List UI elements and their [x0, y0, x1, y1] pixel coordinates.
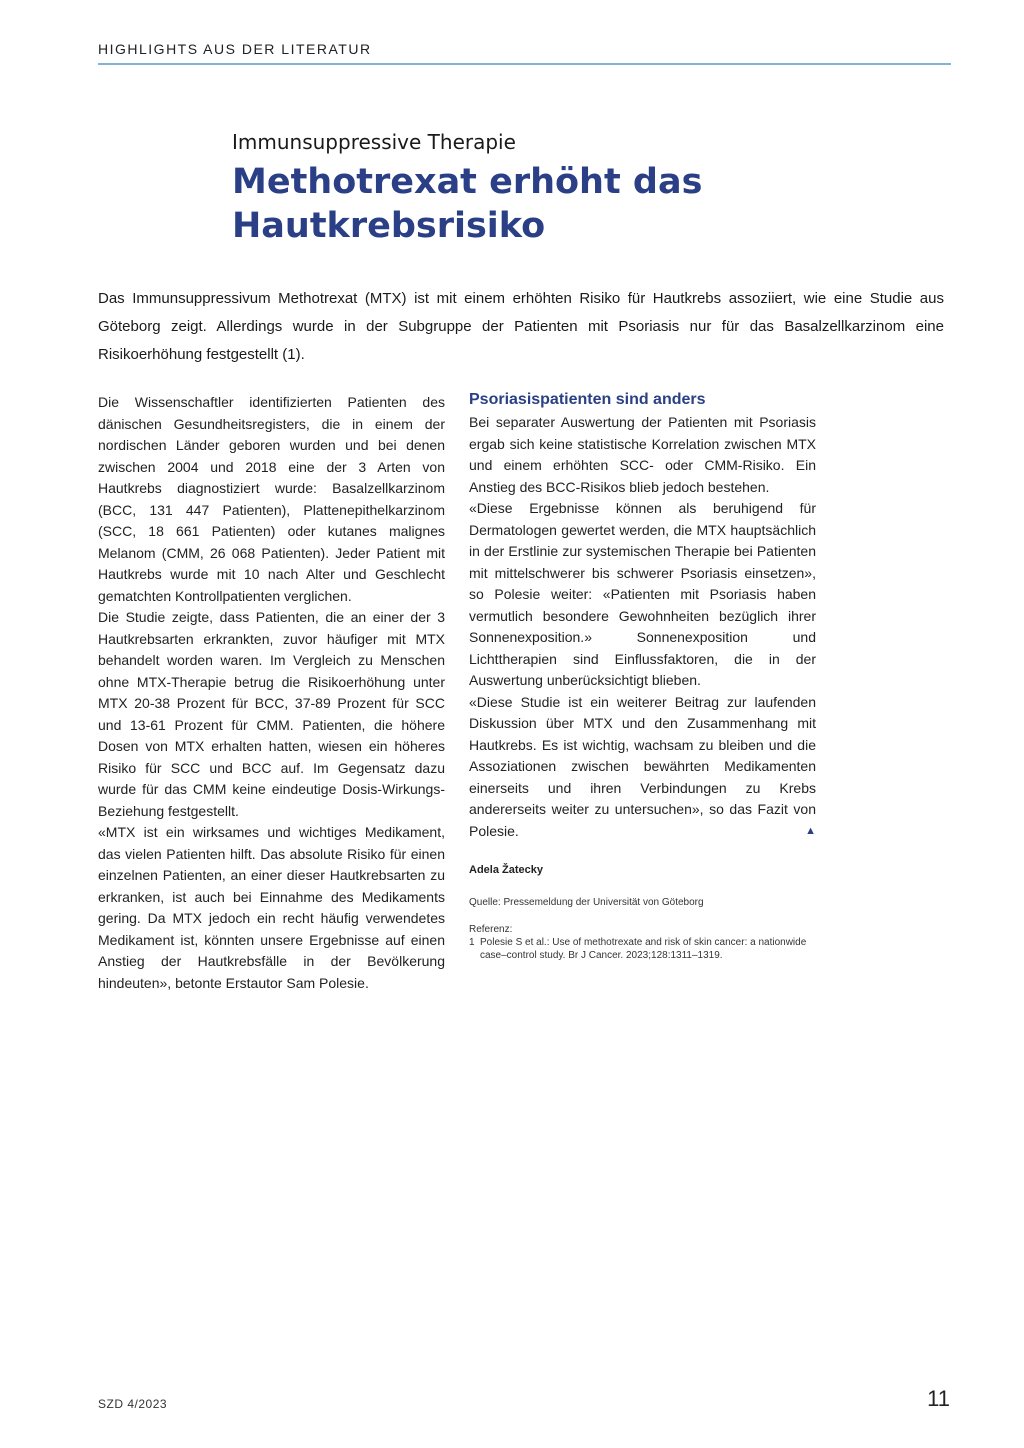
paragraph: Die Studie zeigte, dass Patienten, die an einer der 3 Hautkrebsarten erkrankten, zuvor häufiger mit MTX behandelt worden waren. Im Vergleich zu Menschen ohne MTX-Therapie betrug die Risikoerhöhung unter MTX 20-38 Prozent für BCC, 37-89 Prozent für SCC und 13-61 Prozent für CMM. Patienten, die höhere Dosen von MTX erhalten hatten, wiesen ein höheres Risiko für SCC und BCC auf. Im Gegensatz dazu wurde für das CMM keine eindeutige Dosis-Wirkungs-Beziehung festgestellt. — [98, 609, 445, 819]
issue-label: SZD 4/2023 — [98, 1397, 168, 1411]
section-label: HIGHLIGHTS AUS DER LITERATUR — [98, 41, 372, 57]
header-divider — [98, 63, 951, 65]
page-number: 11 — [927, 1386, 950, 1411]
paragraph: Bei separater Auswertung der Patienten mit Psoriasis ergab sich keine statistische Korrelation zwischen MTX und einem erhöhten SCC- oder CMM-Risiko. Ein Anstieg des BCC-Risikos blieb jedoch bestehen. — [469, 414, 816, 495]
section-subhead: Psoriasispatienten sind anders — [469, 391, 706, 408]
paragraph: Die Wissenschaftler identifizierten Patienten des dänischen Gesundheitsregisters, die in einem der nordischen Länder geboren wurden und bei denen zwischen 2004 und 2018 eine der 3 Arten von Hautkrebs diagnostiziert wurde: Basalzellkarzinom (BCC, 131 447 Patienten), Plattenepithelkarzinom (SCC, 18 661 Patienten) oder kutanes malignes Melanom (CMM, 26 068 Patienten). Jeder Patient mit Hautkrebs wurde mit 10 nach Alter und Geschlecht gematchten Kontrollpatienten verglichen. — [98, 394, 445, 604]
article-lead: Das Immunsuppressivum Methotrexat (MTX) ist mit einem erhöhten Risiko für Hautkrebs assoziiert, wie eine Studie aus Göteborg zeigt. Allerdings wurde in der Subgruppe der Patienten mit Psoriasis nur für das Basalzellkarzinom eine Risikoerhöhung festgestellt (1). — [98, 290, 944, 363]
references-label: Referenz: — [469, 923, 513, 935]
reference-number: 1 — [469, 936, 475, 948]
paragraph: «Diese Studie ist ein weiterer Beitrag zur laufenden Diskussion über MTX und den Zusammenhang mit Hautkrebs. Es ist wichtig, wachsam zu bleiben und die Assoziationen zwischen bewährten Medikamenten einerseits und ihren Verbindungen zu Krebs andererseits weiter zu untersuchen», so das Fazit von Polesie. — [469, 693, 816, 839]
source-note: Quelle: Pressemeldung der Universität von Göteborg — [469, 896, 704, 908]
paragraph: «MTX ist ein wirksames und wichtiges Medikament, das vielen Patienten hilft. Das absolute Risiko für einen einzelnen Patienten, an einer dieser Hautkrebsarten zu erkranken, ist auch bei Einnahme des Medikaments gering. Da MTX jedoch ein recht häufig verwendetes Medikament ist, könnten unsere Ergebnisse auf einen Anstieg der Hautkrebsfälle in der Bevölkerung hindeuten», betonte Erstautor Sam Polesie. — [98, 824, 445, 991]
reference-item — [469, 936, 816, 962]
reference-text: Polesie S et al.: Use of methotrexate and risk of skin cancer: a nationwide case–control study. Br J Cancer. 2023;128:1311–1319. — [480, 936, 807, 961]
paragraph: «Diese Ergebnisse können als beruhigend für Dermatologen gewertet werden, die MTX hauptsächlich in der Erstlinie zur systemischen Therapie bei Patienten mit mittelschwerer bis schwerer Psoriasis einsetzen», so Polesie weiter: «Patienten mit Psoriasis haben vermutlich besondere Gewohnheiten bezüglich ihrer Sonnenexposition.» Sonnenexposition und Lichttherapien sind Einflussfaktoren, die in der Auswertung unberücksichtigt blieben. — [469, 500, 816, 688]
left-column — [98, 392, 445, 994]
author-name: Adela Žatecky — [469, 864, 543, 876]
article-kicker: Immunsuppressive Therapie — [232, 130, 516, 154]
article-title: Methotrexat erhöht das Hautkrebsrisiko — [232, 162, 703, 246]
end-of-article-icon: ▲ — [805, 825, 816, 837]
right-column — [469, 392, 816, 962]
